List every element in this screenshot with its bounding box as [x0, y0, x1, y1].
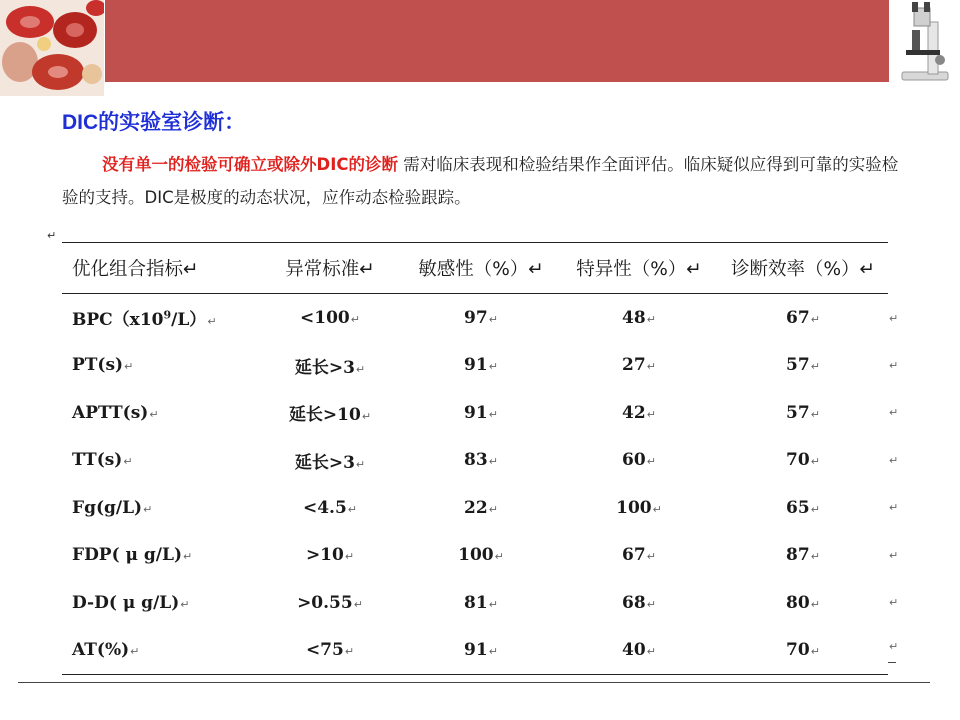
standard-cell: 延长>10↵: [288, 405, 372, 426]
microscope-image: [890, 0, 960, 84]
specificity-cell: 67↵: [622, 545, 656, 566]
efficiency-cell: 65↵: [786, 497, 820, 518]
table-row: [62, 579, 888, 627]
standard-cell: <100↵: [300, 307, 360, 328]
sensitivity-cell: 83↵: [464, 450, 498, 471]
row-end-mark: ↵: [889, 501, 899, 514]
efficiency-cell: 80↵: [786, 592, 820, 613]
table-row: [62, 342, 888, 390]
table-corner-line: [888, 662, 896, 663]
indicator-cell: $BPC(x10^9/L)↵$: [72, 308, 217, 331]
indicator-cell: D-D( μ g/L)↵: [72, 592, 190, 613]
specificity-cell: 100↵: [616, 497, 662, 518]
efficiency-cell: 70↵: [718, 627, 888, 675]
row-end-mark: ↵: [889, 549, 899, 562]
specificity-cell: 42↵: [622, 402, 656, 423]
header-indicator: 优化组合指标↵: [62, 243, 258, 294]
sensitivity-cell: 91↵: [464, 355, 498, 376]
standard-cell: >10↵: [305, 545, 355, 566]
standard-cell: 延长>3↵: [294, 452, 366, 473]
indicator-cell: FDP( μ g/L)↵: [72, 545, 193, 566]
row-end-mark: ↵: [889, 359, 899, 372]
footer-divider: [18, 682, 930, 683]
sensitivity-cell: 100↵: [458, 545, 504, 566]
page-heading: DIC的实验室诊断：: [62, 111, 246, 134]
standard-cell: <4.5↵: [302, 497, 358, 518]
specificity-cell: 40↵: [560, 627, 718, 675]
indicator-cell: PT(s)↵: [72, 355, 134, 376]
table-row: [62, 437, 888, 485]
sensitivity-cell: 91↵: [402, 627, 560, 675]
header-efficiency: 诊断效率（%）↵: [718, 243, 888, 294]
intro-paragraph: [62, 148, 910, 214]
diagnosis-table: [62, 242, 888, 675]
sensitivity-cell: 22↵: [464, 497, 498, 518]
header-specificity: 特异性（%）↵: [560, 243, 718, 294]
efficiency-cell: 87↵: [786, 545, 820, 566]
table-header-row: [62, 243, 888, 294]
specificity-cell: 48↵: [622, 307, 656, 328]
indicator-cell: TT(s)↵: [72, 450, 133, 471]
indicator-cell: APTT(s)↵: [72, 402, 159, 423]
specificity-cell: 60↵: [622, 450, 656, 471]
efficiency-cell: 70↵: [786, 450, 820, 471]
paragraph-rest: 需对临床表现和检验结果作全面评估。临床疑似应得到可靠的实验检验的支持。DIC是极度的动态状况，应作动态检验跟踪。: [62, 155, 899, 207]
standard-cell: 延长>3↵: [294, 357, 366, 378]
row-end-mark: ↵: [889, 454, 899, 467]
specificity-cell: 27↵: [622, 355, 656, 376]
row-end-mark: ↵: [889, 312, 899, 325]
standard-cell: <75↵: [258, 627, 402, 675]
blood-cells-image: [0, 0, 104, 96]
table-row: [62, 294, 888, 342]
table-row: [62, 389, 888, 437]
table-row: [62, 627, 888, 675]
table-row: [62, 484, 888, 532]
efficiency-cell: 57↵: [786, 355, 820, 376]
efficiency-cell: 67↵: [786, 307, 820, 328]
specificity-cell: 68↵: [622, 592, 656, 613]
table-row: [62, 532, 888, 580]
standard-cell: >0.55↵: [297, 592, 363, 613]
header-sensitivity: 敏感性（%）↵: [402, 243, 560, 294]
key-statement: 没有单一的检验可确立或除外DIC的诊断: [102, 155, 398, 174]
sensitivity-cell: 81↵: [464, 592, 498, 613]
sensitivity-cell: 97↵: [464, 307, 498, 328]
efficiency-cell: 57↵: [786, 402, 820, 423]
row-end-mark: ↵: [889, 640, 899, 653]
indicator-cell: AT(%)↵: [62, 627, 258, 675]
row-end-mark: ↵: [889, 596, 899, 609]
row-end-mark: ↵: [889, 406, 899, 419]
return-mark: ↵: [47, 229, 57, 242]
sensitivity-cell: 91↵: [464, 402, 498, 423]
header-abnormal-standard: 异常标准↵: [258, 243, 402, 294]
header-banner: [105, 0, 889, 82]
indicator-cell: Fg(g/L)↵: [72, 497, 153, 518]
